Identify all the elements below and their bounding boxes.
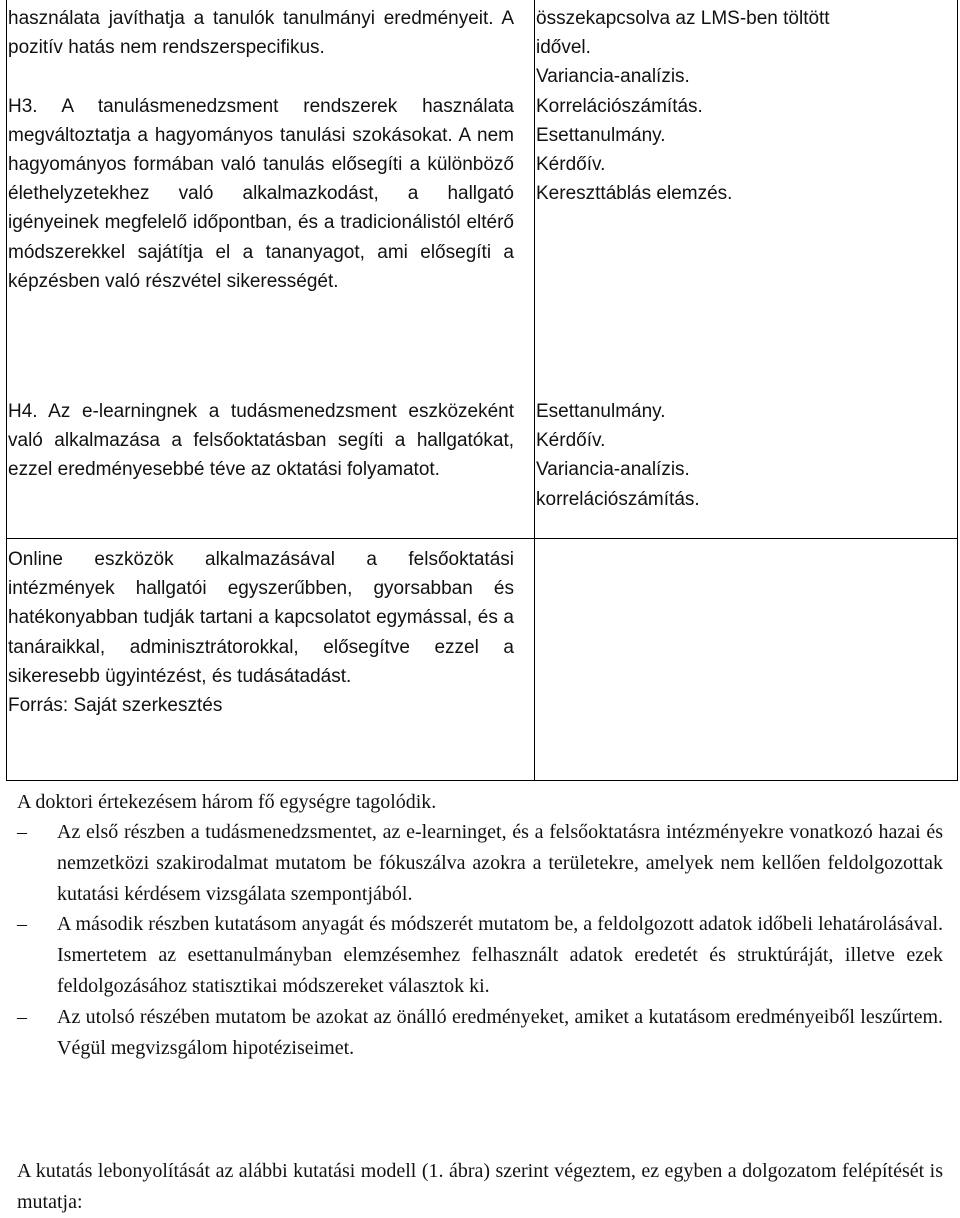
list-item <box>17 1002 943 1064</box>
method-line: Kereszttáblás elemzés. <box>536 183 733 205</box>
table-cell-methods <box>536 4 941 208</box>
list-item-text: Az utolsó részében mutatom be azokat az önálló eredményeket, amiket a kutatásom eredményeiből leszűrtem. Végül megvizsgálom hipotéziseimet. <box>57 1005 943 1059</box>
closing-text: A kutatás lebonyolítását az alábbi kutatási modell (1. ábra) szerint végeztem, ez egyben a dolgozatom felépítését is mutatja: <box>17 1160 943 1213</box>
list-item <box>17 909 943 1001</box>
chapter-list <box>17 817 943 1063</box>
intro-text: A doktori értekezésem három fő egységre tagolódik. <box>17 791 437 813</box>
intro-paragraph <box>17 787 943 818</box>
method-line: Kérdőív. <box>536 430 606 452</box>
table-column-divider <box>534 0 535 780</box>
list-item-text: Az első részben a tudásmenedzsmentet, az e-learninget, és a felsőoktatásra intézményekre vonatkozó hazai és nemzetközi szakirodalmat mutatom be fókuszálva azokra a területekre, amelyek nem kellően feldolgozottak kutatási kérdésem vizsgálata szempontjából. <box>57 821 943 905</box>
summary-text: Online eszközök alkalmazásával a felsőoktatási intézmények hallgatói egyszerűbben, gyorsabban és hatékonyabban tudják tartani a kapcsolatot egymással, és a tanáraikkal, adminisztrátorokkal, elősegítve ezzel a sikeresebb ügyintézést, és tudásátadást. <box>8 549 514 687</box>
source-note: Forrás: Saját szerkesztés <box>8 695 223 717</box>
dash-bullet: – <box>17 821 27 843</box>
method-line: Kérdőív. <box>536 154 606 176</box>
method-line: korrelációszámítás. <box>536 488 700 510</box>
hypothesis-continuation: használata javíthatja a tanulók tanulmányi eredményeit. A pozitív hatás nem rendszerspecifikus. <box>8 8 514 59</box>
method-line: Esettanulmány. <box>536 401 666 422</box>
method-line: Variancia-analízis. <box>536 66 690 88</box>
dash-bullet: – <box>17 913 27 936</box>
hypothesis-h3: H3. A tanulásmenedzsment rendszerek használata megváltoztatja a hagyományos tanulási szokásokat. A nem hagyományos formában való tanulás elősegíti a különböző élethelyzetekhez való alkalmazkodást, a hallgató igényeinek megfelelő időpontban, és a tradicionálistól eltérő módszerekkel sajátítja el a tananyagot, ami elősegíti a képzésben való részvétel sikerességét. <box>8 95 514 292</box>
method-line: idővel. <box>536 37 591 59</box>
hypothesis-h4: H4. Az e-learningnek a tudásmenedzsment eszközeként való alkalmazása a felsőoktatásban segíti a hallgatókat, ezzel eredményesebbé téve az oktatási folyamatot. <box>8 401 514 481</box>
table-cell-summary <box>8 545 514 720</box>
table-cell-hypothesis <box>8 4 514 296</box>
list-item <box>17 817 943 909</box>
list-item-text: A második részben kutatásom anyagát és módszerét mutatom be, a feldolgozott adatok időbeli lehatárolásával. Ismertetem az esettanulmányban elemzésemhez felhasznált adatok eredetét és struktúráját, illetve ezek feldolgozásához statisztikai módszereket választok ki. <box>57 913 943 997</box>
closing-paragraph <box>17 1156 943 1218</box>
method-line: összekapcsolva az LMS-ben töltött <box>536 8 830 29</box>
table-cell-hypothesis-h4 <box>8 397 514 485</box>
method-line: Variancia-analízis. <box>536 459 690 481</box>
table-row-divider <box>7 538 957 539</box>
method-line: Korrelációszámítás. <box>536 95 703 117</box>
dash-bullet: – <box>17 1005 27 1028</box>
table-cell-methods-h4 <box>536 397 941 514</box>
method-line: Esettanulmány. <box>536 124 666 146</box>
